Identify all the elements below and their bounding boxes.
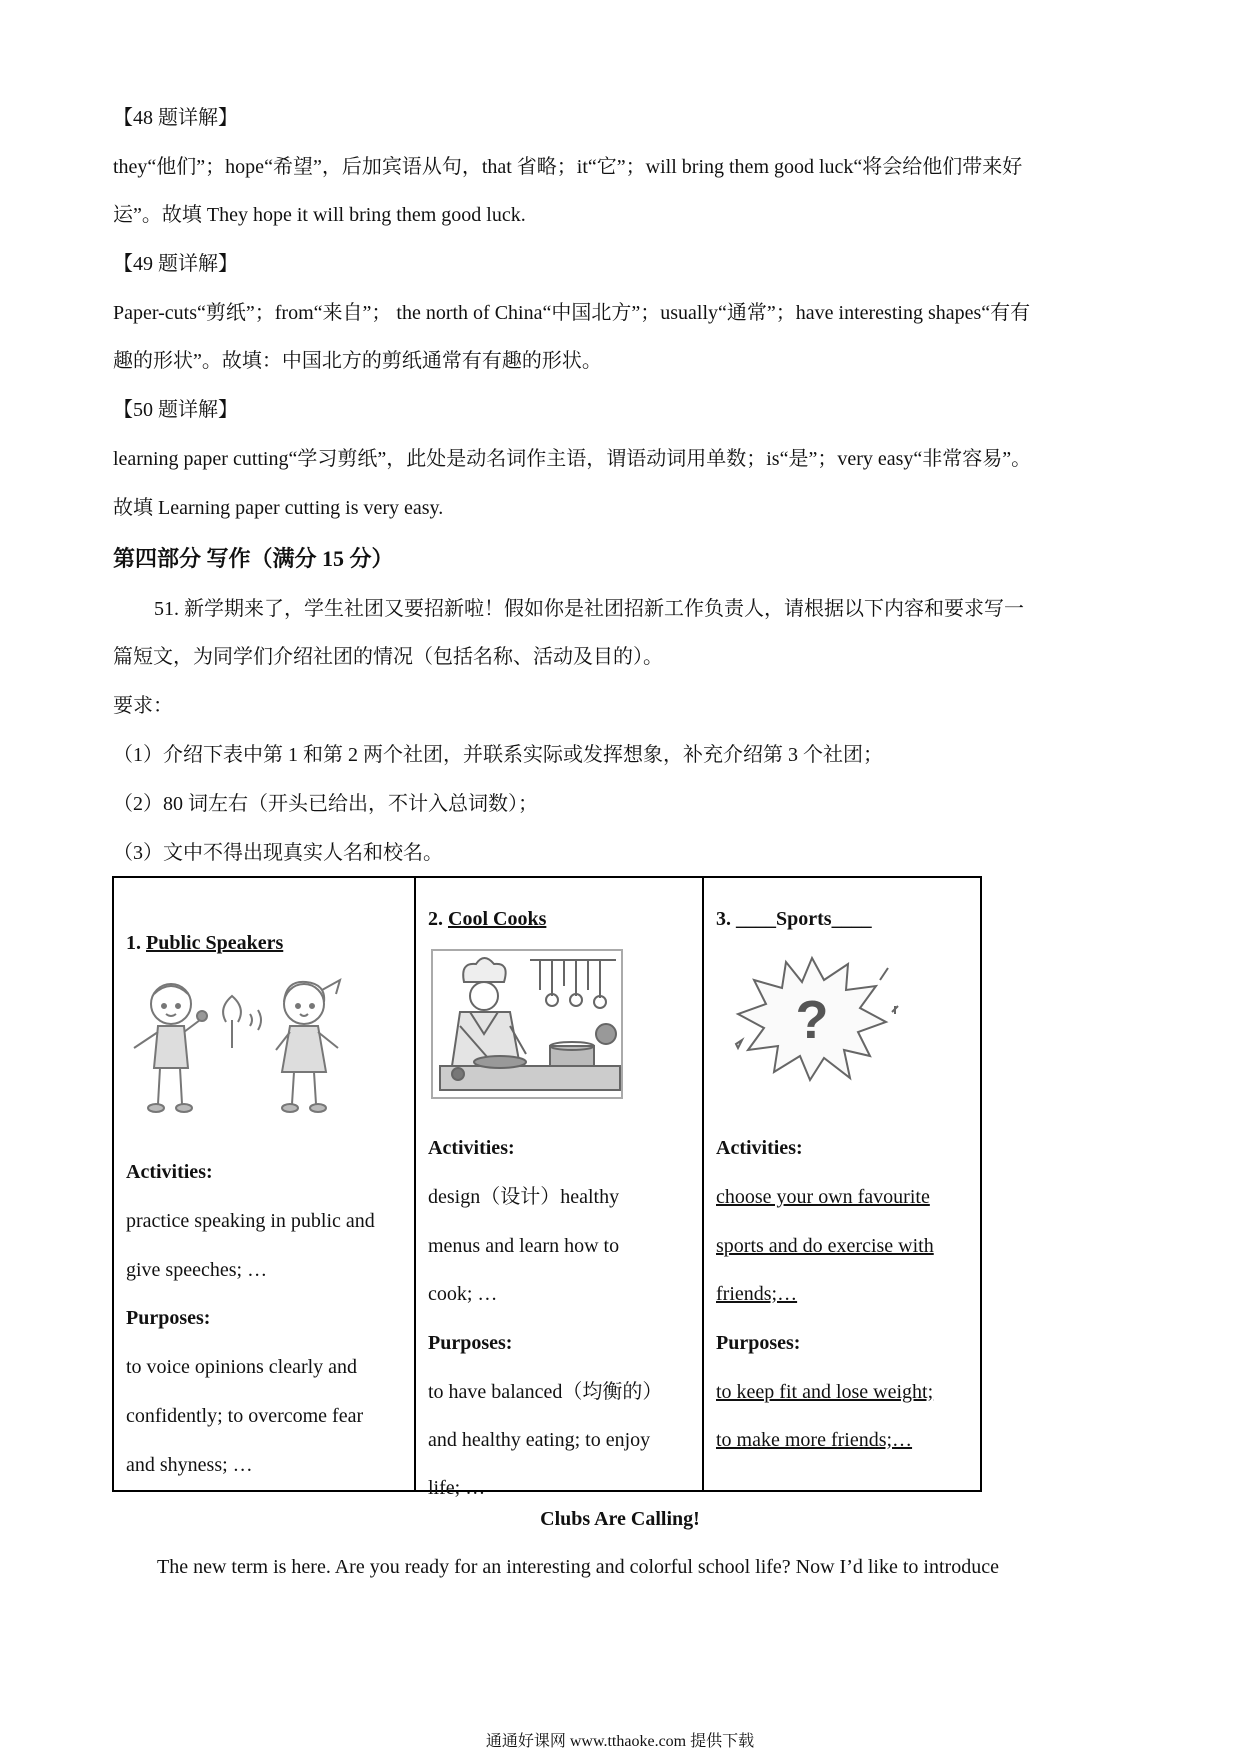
club-2-activity-line-3: cook; … bbox=[428, 1283, 498, 1305]
club-1-activities-label: Activities: bbox=[126, 1161, 213, 1183]
explanation-49-heading: 【49 题详解】 bbox=[113, 253, 238, 275]
club-2-activity-line-1: design（设计）healthy bbox=[428, 1186, 620, 1208]
explanation-48-line-1: they“他们”；hope“希望”，后加宾语从句，that 省略；it“它”；will bring them good luck“将会给他们带来好 bbox=[113, 156, 1023, 178]
club-1-activity-line-2: give speeches; … bbox=[126, 1259, 268, 1281]
club-2-purpose-line-2: and healthy eating; to enjoy bbox=[428, 1429, 651, 1451]
club-1-name: Public Speakers bbox=[146, 932, 284, 954]
explanation-50-heading: 【50 题详解】 bbox=[113, 399, 238, 421]
club-3-purpose-line-1: to keep fit and lose weight; bbox=[716, 1381, 934, 1403]
club-2-activity-line-2: menus and learn how to bbox=[428, 1235, 620, 1257]
club-3-activity-line-3: friends;… bbox=[716, 1283, 798, 1305]
club-3-activities-label: Activities: bbox=[716, 1137, 803, 1159]
page-footer: 通通好课网 www.tthaoke.com 提供下载 bbox=[485, 1733, 755, 1750]
explanation-50-line-1: learning paper cutting“学习剪纸”，此处是动名词作主语，谓语动词用单数；is“是”；very easy“非常容易”。 bbox=[113, 448, 1032, 470]
club-1-purpose-line-3: and shyness; … bbox=[126, 1454, 253, 1476]
requirements-label: 要求： bbox=[113, 695, 173, 717]
club-2-title: 2. Cool Cooks bbox=[428, 908, 547, 930]
club-1-activity-line-1: practice speaking in public and bbox=[126, 1210, 375, 1232]
club-2-purpose-line-3: life; … bbox=[428, 1477, 486, 1499]
explanation-50-line-2: 故填 Learning paper cutting is very easy. bbox=[113, 497, 444, 519]
explanation-49-line-1: Paper-cuts“剪纸”；from“来自”； the north of China“中国北方”；usually“通常”；have interesting shapes“有有 bbox=[113, 302, 1031, 324]
question-burst-icon bbox=[720, 950, 906, 1086]
club-3-title: 3. ____Sports____ bbox=[716, 908, 872, 930]
explanation-48-line-2: 运”。故填 They hope it will bring them good luck. bbox=[113, 204, 526, 226]
svg-text:?: ? bbox=[795, 990, 829, 1050]
part4-heading: 第四部分 写作（满分 15 分） bbox=[113, 546, 394, 571]
club-2-purpose-line-1: to have balanced（均衡的） bbox=[428, 1381, 663, 1403]
club-cell-cool-cooks bbox=[416, 878, 704, 1499]
club-2-purposes-label: Purposes: bbox=[428, 1332, 513, 1354]
club-3-purposes-label: Purposes: bbox=[716, 1332, 801, 1354]
essay-title: Clubs Are Calling! bbox=[540, 1508, 700, 1530]
question-line-2: 篇短文，为同学们介绍社团的情况（包括名称、活动及目的）。 bbox=[113, 646, 663, 668]
club-cell-sports bbox=[704, 878, 980, 1490]
club-3-activity-line-1: choose your own favourite bbox=[716, 1186, 930, 1208]
club-3-name: ____Sports____ bbox=[736, 908, 872, 930]
club-table bbox=[112, 876, 982, 1499]
club-1-purpose-line-2: confidently; to overcome fear bbox=[126, 1405, 364, 1427]
club-1-purpose-line-1: to voice opinions clearly and bbox=[126, 1356, 358, 1378]
explanation-49-line-2: 趣的形状”。故填：中国北方的剪纸通常有有趣的形状。 bbox=[113, 350, 602, 372]
chef-illustration-icon bbox=[430, 946, 626, 1102]
club-3-purpose-line-2: to make more friends;… bbox=[716, 1429, 913, 1451]
club-1-title: 1. Public Speakers bbox=[126, 932, 284, 954]
club-2-name: Cool Cooks bbox=[448, 908, 547, 930]
club-1-purposes-label: Purposes: bbox=[126, 1307, 211, 1329]
question-line-1: 51. 新学期来了，学生社团又要招新啦！假如你是社团招新工作负责人，请根据以下内容和要求写一 bbox=[154, 598, 1024, 620]
speakers-illustration-icon bbox=[126, 972, 358, 1124]
requirement-3: （3）文中不得出现真实人名和校名。 bbox=[113, 842, 443, 864]
requirement-1: （1）介绍下表中第 1 和第 2 两个社团，并联系实际或发挥想象，补充介绍第 3 个社团； bbox=[113, 744, 883, 766]
requirement-2: （2）80 词左右（开头已给出，不计入总词数）； bbox=[113, 793, 538, 815]
essay-opening: The new term is here. Are you ready for an interesting and colorful school life? Now I’d like to introduce bbox=[157, 1556, 999, 1578]
club-2-activities-label: Activities: bbox=[428, 1137, 515, 1159]
club-3-activity-line-2: sports and do exercise with bbox=[716, 1235, 934, 1257]
explanation-48-heading: 【48 题详解】 bbox=[113, 107, 238, 129]
club-cell-public-speakers bbox=[114, 878, 416, 1490]
